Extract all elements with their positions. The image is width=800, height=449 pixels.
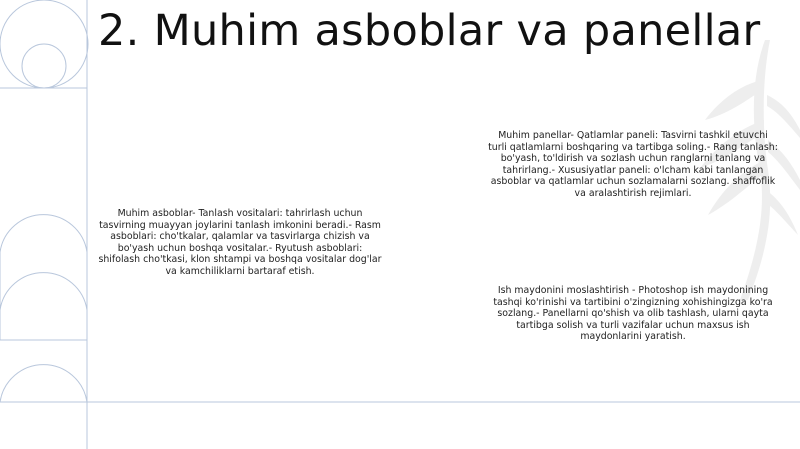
small-circle-outline: [22, 44, 66, 88]
lower-arch-outline: [0, 273, 87, 310]
upper-arch-outline: [0, 215, 87, 252]
panels-text-block: Muhim panellar- Qatlamlar paneli: Tasvirni tashkil etuvchi turli qatlamlarni boshqaring va tartibga soling.- Rang tanlash: bo'yash, to'ldirish va sozlash uchun ranglarni tanlang va tahrirlang.- Xususiyatlar paneli: o'lcham kabi tanlangan asboblar va qatlamlar uchun sozlamalarni sozlang. shaffoflik va aralashtirish rejimlari.: [488, 130, 778, 199]
slide-title: 2. Muhim asboblar va panellar: [98, 6, 761, 56]
tools-text-block: Muhim asboblar- Tanlash vositalari: tahrirlash uchun tasvirning muayyan joylarini tanlash imkonini beradi.- Rasm asboblari: cho'tkalar, qalamlar va tasvirlarga chizish va bo'yash uchun boshqa vositalar.- Ryutush asboblari: shifolash cho'tkasi, klon shtampi va boshqa vositalar dog'lar va kamchiliklarni bartaraf etish.: [98, 208, 382, 277]
bottom-arch-outline: [0, 365, 87, 402]
workspace-text-block: Ish maydonini moslashtirish - Photoshop ish maydonining tashqi ko'rinishi va tartibini o'zingizning xohishingizga ko'ra sozlang.- Panellarni qo'shish va olib tashlash, ularni qayta tartibga solish va turli vazifalar uchun maxsus ish maydonlarini yaratish.: [493, 285, 773, 343]
